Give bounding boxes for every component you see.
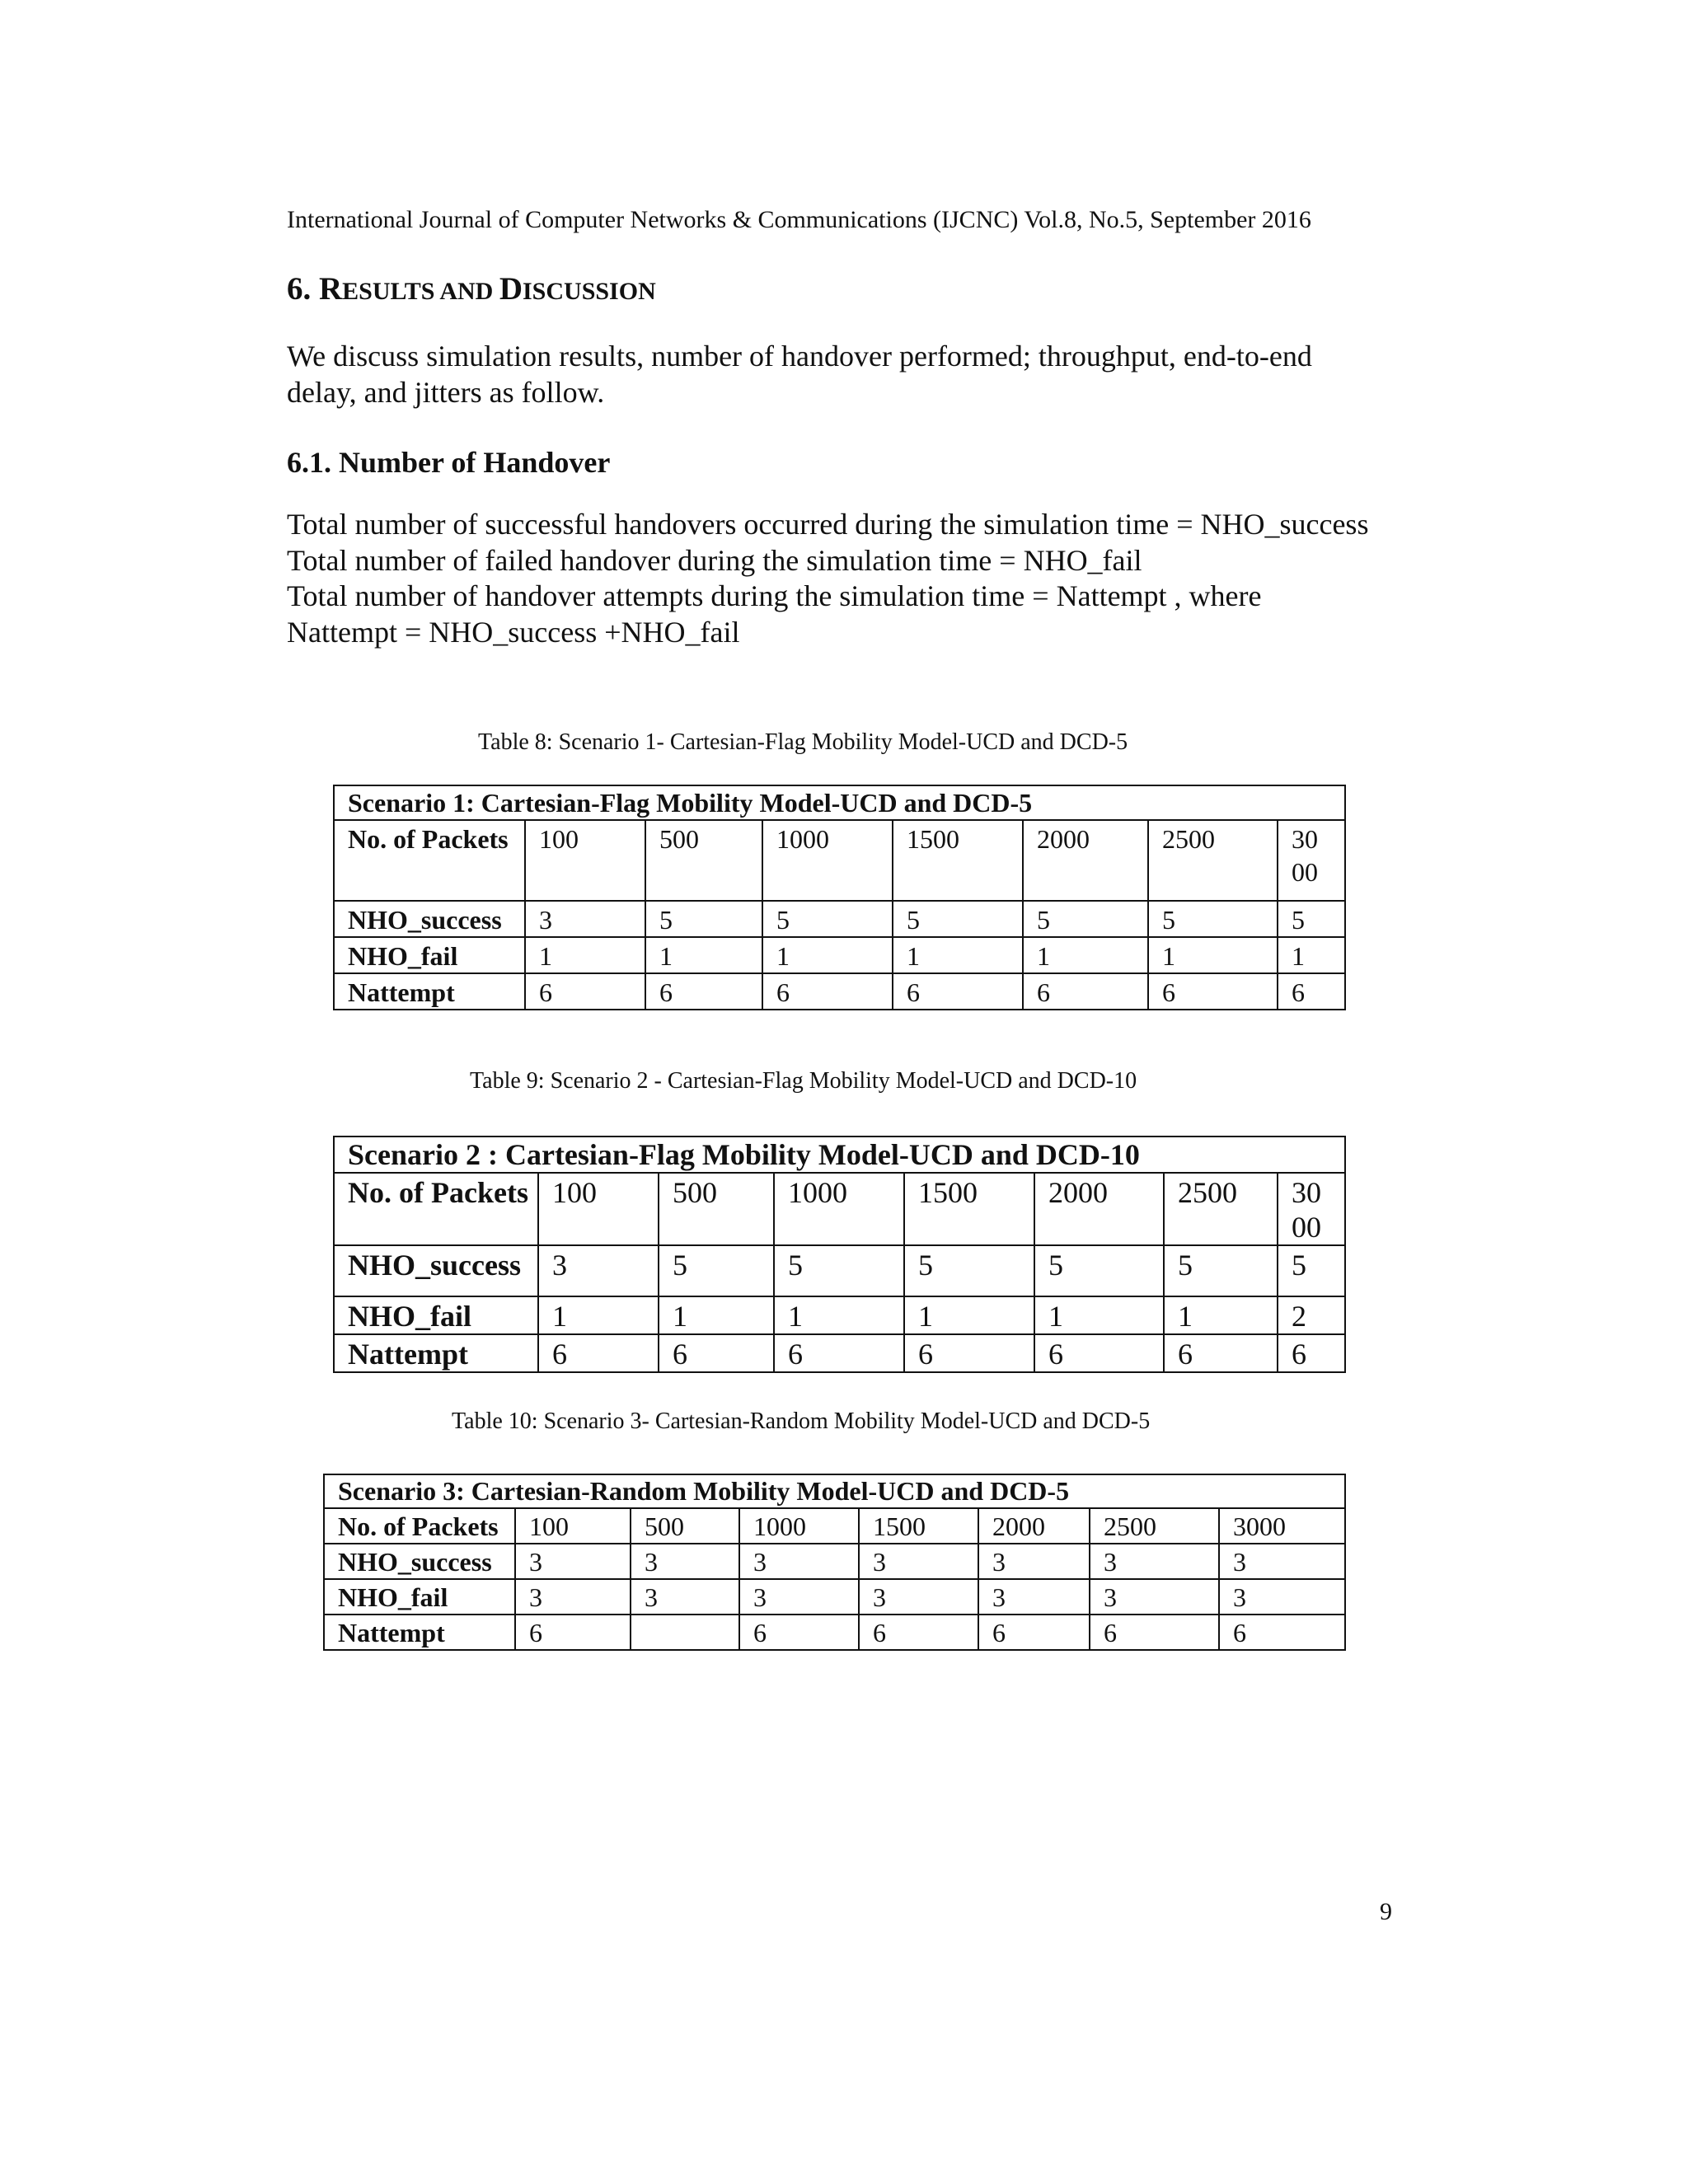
section-title-part: R: [319, 271, 343, 307]
definition-line: Total number of handover attempts during the simulation time = Nattempt , where Nattempt = NHO_success +NHO_fail: [287, 579, 1262, 649]
table-cell: 2: [1278, 1296, 1345, 1334]
table-row: [334, 937, 1345, 973]
table-cell: 1: [659, 1296, 774, 1334]
table-cell: 5: [762, 901, 893, 937]
table-cell: 100: [525, 820, 645, 901]
table-cell: 1: [645, 937, 762, 973]
table-row: [324, 1615, 1345, 1650]
table-cell: 1000: [774, 1173, 904, 1245]
table-cell: 3: [978, 1579, 1090, 1615]
table-cell: 1: [762, 937, 893, 973]
table-title-row: [324, 1474, 1345, 1508]
section-title-part: D: [499, 271, 523, 307]
subsection-heading: 6.1. Number of Handover: [287, 446, 611, 479]
section-title-part: ISCUSSION: [523, 278, 656, 305]
page-number: 9: [1380, 1898, 1392, 1925]
row-label: NHO_fail: [334, 937, 525, 973]
table-cell: 100: [515, 1508, 631, 1544]
table-cell: 1: [525, 937, 645, 973]
table-cell: 6: [538, 1334, 659, 1372]
table-cell: 5: [904, 1245, 1034, 1296]
definition-line: Total number of successful handovers occurred during the simulation time = NHO_success: [287, 508, 1369, 541]
table-caption: Table 10: Scenario 3- Cartesian-Random Mobility Model-UCD and DCD-5: [452, 1408, 1151, 1434]
table-cell: 2500: [1148, 820, 1278, 901]
table-cell: 6: [659, 1334, 774, 1372]
table-cell: 2500: [1164, 1173, 1278, 1245]
table-title-row: [334, 785, 1345, 820]
table-title: Scenario 2 : Cartesian-Flag Mobility Model-UCD and DCD-10: [334, 1137, 1345, 1173]
table-cell: 30 00: [1278, 820, 1345, 901]
table-cell: 3: [1090, 1579, 1219, 1615]
table-cell: 3: [859, 1544, 978, 1579]
row-label: NHO_fail: [334, 1296, 538, 1334]
table-cell: 6: [1034, 1334, 1164, 1372]
table-cell: 1: [774, 1296, 904, 1334]
table-cell: 3: [739, 1544, 859, 1579]
table-cell: 6: [1278, 973, 1345, 1010]
table-cell: 1: [893, 937, 1023, 973]
section-heading: [287, 270, 656, 307]
definitions-block: [287, 507, 1375, 650]
table-cell: 3: [631, 1544, 739, 1579]
table-cell: 1000: [762, 820, 893, 901]
table-cell: 6: [739, 1615, 859, 1650]
table-cell: 6: [859, 1615, 978, 1650]
table-row: [334, 1245, 1345, 1296]
table-cell: 6: [1090, 1615, 1219, 1650]
table-cell: 6: [893, 973, 1023, 1010]
results-table-scenario-2: [333, 1136, 1346, 1373]
table-cell: 1000: [739, 1508, 859, 1544]
table-cell: 3000: [1219, 1508, 1345, 1544]
table-cell: 2000: [1023, 820, 1148, 901]
table-cell: 6: [515, 1615, 631, 1650]
table-cell: 500: [659, 1173, 774, 1245]
table-cell: 5: [659, 1245, 774, 1296]
table-row: [334, 901, 1345, 937]
row-label: Nattempt: [334, 1334, 538, 1372]
table-cell: 500: [645, 820, 762, 901]
row-label: Nattempt: [334, 973, 525, 1010]
section-title-part: ESULTS AND: [342, 278, 499, 305]
table-cell: 3: [1219, 1579, 1345, 1615]
intro-paragraph: We discuss simulation results, number of handover performed; throughput, end-to-end delay, and jitters as follow.: [287, 340, 1312, 409]
row-label: No. of Packets: [324, 1508, 515, 1544]
table-cell: 2000: [1034, 1173, 1164, 1245]
journal-header: International Journal of Computer Networks & Communications (IJCNC) Vol.8, No.5, September 2016: [287, 206, 1311, 233]
table-cell: 1500: [893, 820, 1023, 901]
table-cell: 1: [1023, 937, 1148, 973]
table-cell: [631, 1615, 739, 1650]
table-cell: 6: [904, 1334, 1034, 1372]
table-row: [324, 1508, 1345, 1544]
row-label: NHO_success: [334, 1245, 538, 1296]
table-cell: 1: [1278, 937, 1345, 973]
results-table-scenario-3: [323, 1474, 1346, 1651]
table-cell: 3: [739, 1579, 859, 1615]
table-cell: 500: [631, 1508, 739, 1544]
table-cell: 1: [904, 1296, 1034, 1334]
table-cell: 2000: [978, 1508, 1090, 1544]
table-cell: 3: [515, 1544, 631, 1579]
table-cell: 5: [1023, 901, 1148, 937]
table-cell: 3: [538, 1245, 659, 1296]
table-title: Scenario 3: Cartesian-Random Mobility Model-UCD and DCD-5: [324, 1474, 1345, 1508]
table-row: [334, 820, 1345, 901]
row-label: No. of Packets: [334, 1173, 538, 1245]
table-cell: 5: [645, 901, 762, 937]
results-table-scenario-1: [333, 785, 1346, 1010]
table-row: [334, 973, 1345, 1010]
table-cell: 6: [978, 1615, 1090, 1650]
table-row: [334, 1296, 1345, 1334]
table-cell: 6: [762, 973, 893, 1010]
table-cell: 6: [645, 973, 762, 1010]
table-cell: 6: [525, 973, 645, 1010]
table-cell: 30 00: [1278, 1173, 1345, 1245]
table-title-row: [334, 1137, 1345, 1173]
table-cell: 100: [538, 1173, 659, 1245]
table-cell: 1: [1164, 1296, 1278, 1334]
table-cell: 3: [631, 1579, 739, 1615]
definition-line: Total number of failed handover during the simulation time = NHO_fail: [287, 543, 1142, 577]
table-cell: 3: [525, 901, 645, 937]
table-caption: Table 9: Scenario 2 - Cartesian-Flag Mobility Model-UCD and DCD-10: [470, 1068, 1137, 1094]
row-label: NHO_success: [324, 1544, 515, 1579]
table-cell: 5: [774, 1245, 904, 1296]
table-cell: 6: [1278, 1334, 1345, 1372]
table-cell: 5: [893, 901, 1023, 937]
table-cell: 5: [1148, 901, 1278, 937]
table-cell: 1500: [859, 1508, 978, 1544]
table-cell: 5: [1278, 1245, 1345, 1296]
table-caption: Table 8: Scenario 1- Cartesian-Flag Mobility Model-UCD and DCD-5: [478, 729, 1128, 755]
table-cell: 3: [1090, 1544, 1219, 1579]
table-cell: 6: [1023, 973, 1148, 1010]
table-cell: 3: [1219, 1544, 1345, 1579]
table-row: [324, 1544, 1345, 1579]
table-cell: 5: [1034, 1245, 1164, 1296]
table-row: [334, 1173, 1345, 1245]
row-label: Nattempt: [324, 1615, 515, 1650]
table-cell: 6: [1164, 1334, 1278, 1372]
row-label: No. of Packets: [334, 820, 525, 901]
table-cell: 2500: [1090, 1508, 1219, 1544]
table-cell: 5: [1278, 901, 1345, 937]
table-cell: 3: [978, 1544, 1090, 1579]
section-number: 6.: [287, 271, 319, 307]
table-cell: 3: [515, 1579, 631, 1615]
table-row: [334, 1334, 1345, 1372]
table-cell: 5: [1164, 1245, 1278, 1296]
table-row: [324, 1579, 1345, 1615]
table-cell: 1500: [904, 1173, 1034, 1245]
table-cell: 1: [538, 1296, 659, 1334]
table-cell: 6: [1219, 1615, 1345, 1650]
table-cell: 1: [1148, 937, 1278, 973]
table-cell: 6: [1148, 973, 1278, 1010]
row-label: NHO_fail: [324, 1579, 515, 1615]
row-label: NHO_success: [334, 901, 525, 937]
table-title: Scenario 1: Cartesian-Flag Mobility Model-UCD and DCD-5: [334, 785, 1345, 820]
table-cell: 6: [774, 1334, 904, 1372]
table-cell: 3: [859, 1579, 978, 1615]
table-cell: 1: [1034, 1296, 1164, 1334]
